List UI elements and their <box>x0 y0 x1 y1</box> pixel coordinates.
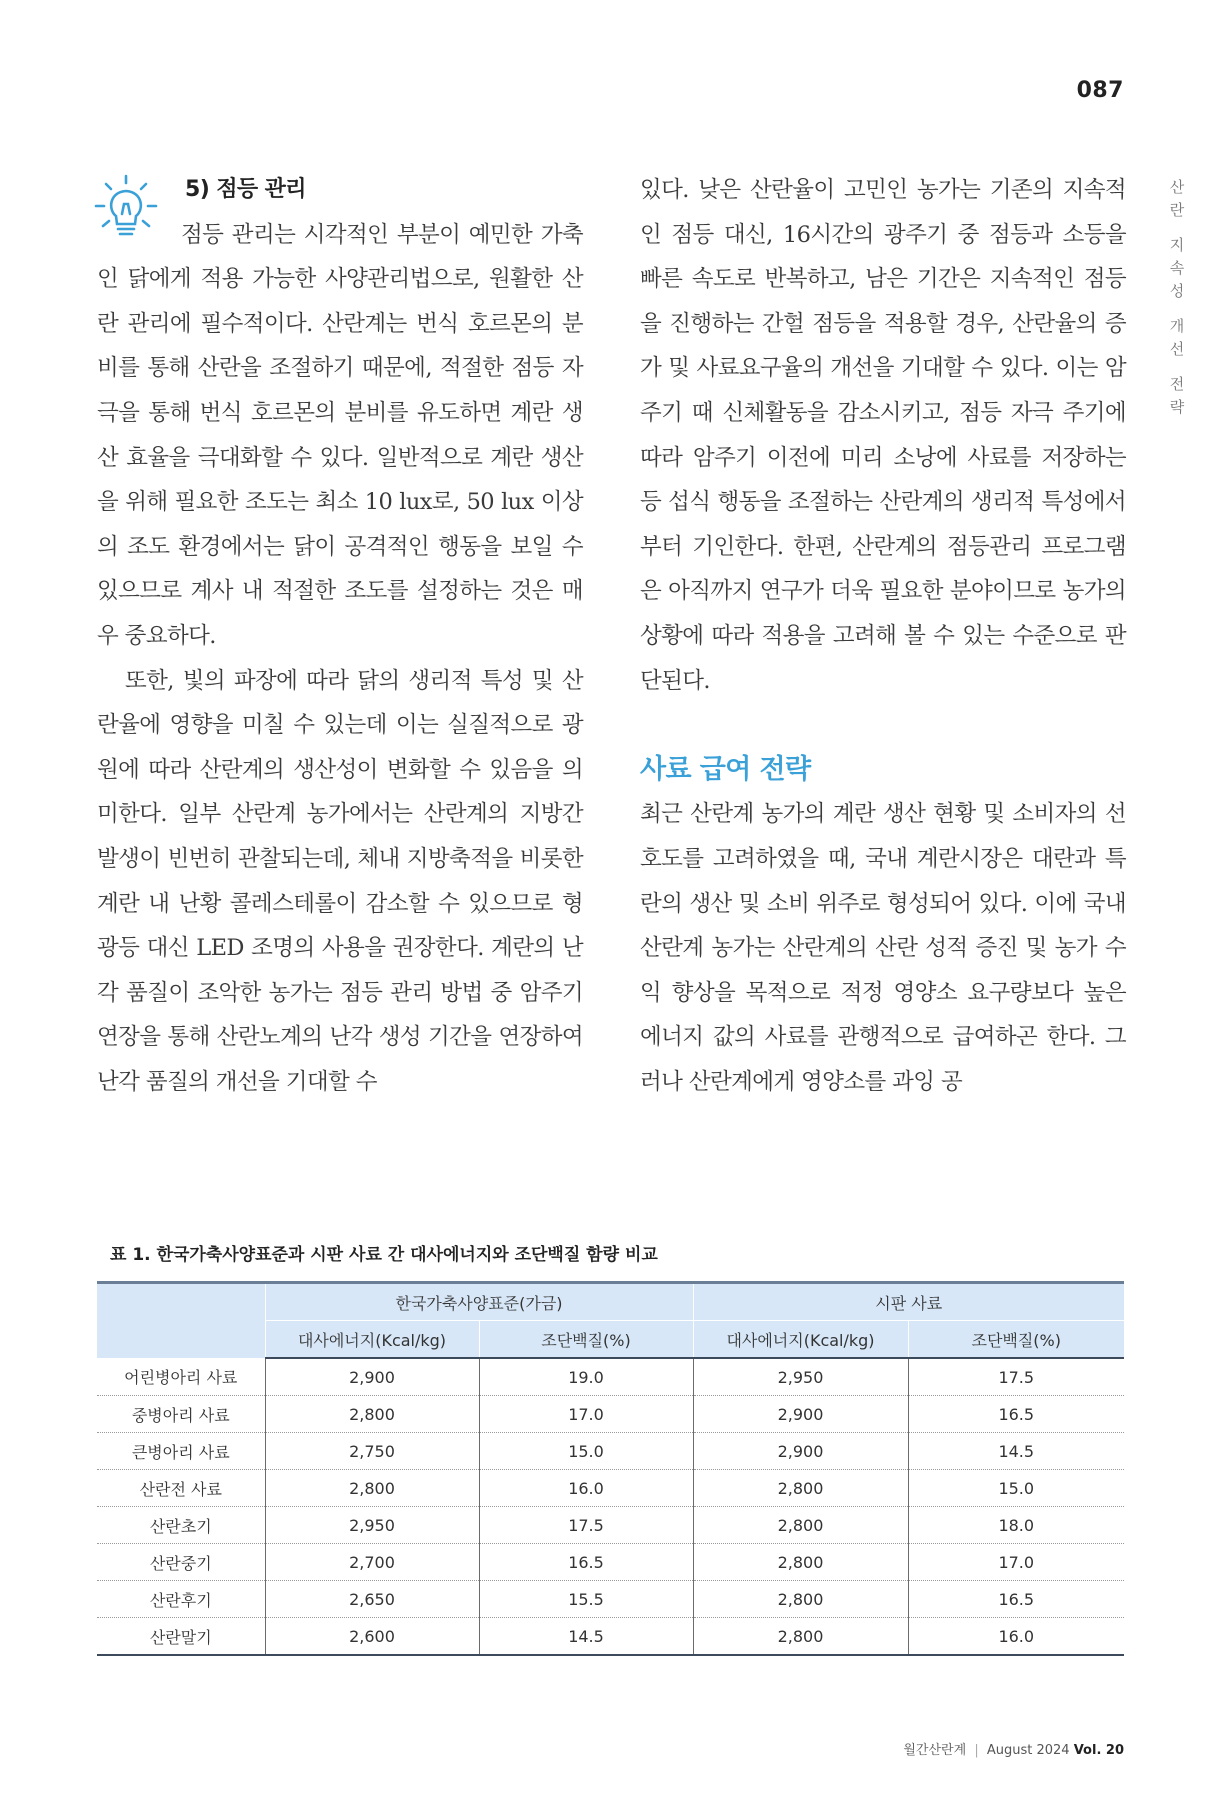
table-cell: 2,950 <box>265 1507 479 1544</box>
table-cell: 15.5 <box>479 1581 693 1618</box>
table-cell: 18.0 <box>908 1507 1124 1544</box>
table-row-label: 산란후기 <box>97 1581 265 1618</box>
side-section-label <box>1163 176 1191 419</box>
table-cell: 16.5 <box>908 1581 1124 1618</box>
table-row-label: 산란전 사료 <box>97 1470 265 1507</box>
table-cell: 2,600 <box>265 1618 479 1656</box>
table-cell: 2,800 <box>265 1470 479 1507</box>
table-cell: 16.5 <box>479 1544 693 1581</box>
side-label-char: 란 <box>1169 201 1185 219</box>
right-column <box>640 168 1126 1104</box>
table-group-header: 한국가축사양표준(가금) <box>265 1283 693 1321</box>
section-heading-feeding: 사료 급여 전략 <box>640 753 811 785</box>
table-cell: 2,900 <box>693 1433 908 1470</box>
table-cell: 14.5 <box>479 1618 693 1656</box>
table-cell: 16.0 <box>479 1470 693 1507</box>
left-column <box>97 168 583 1104</box>
table-row-label: 산란초기 <box>97 1507 265 1544</box>
table-column-header: 조단백질(%) <box>479 1321 693 1359</box>
side-label-char: 략 <box>1169 398 1185 416</box>
side-label-char: 산 <box>1169 178 1185 196</box>
comparison-table <box>97 1281 1124 1656</box>
table-cell: 15.0 <box>479 1433 693 1470</box>
table-group-header: 시판 사료 <box>693 1283 1124 1321</box>
volume-number: Vol. 20 <box>1073 1743 1124 1758</box>
table-cell: 14.5 <box>908 1433 1124 1470</box>
table-cell: 17.0 <box>479 1396 693 1433</box>
table-cell: 2,800 <box>693 1507 908 1544</box>
paragraph: 최근 산란계 농가의 계란 생산 현황 및 소비자의 선호도를 고려하였을 때, 국내 계란시장은 대란과 특란의 생산 및 소비 위주로 형성되어 있다. 이에 국내 산란계 농가는 산란계의 산란 성적 증진 및 농가 수익 향상을 목적으로 적정 영양소 요구량보다 높은 에너지 값의 사료를 관행적으로 급여하곤 한다. 그러나 산란계에게 영양소를 과잉 공 <box>640 801 1126 1095</box>
table-cell: 15.0 <box>908 1470 1124 1507</box>
table-cell: 2,900 <box>265 1358 479 1396</box>
paragraph: 점등 관리는 시각적인 부분이 예민한 가축인 닭에게 적용 가능한 사양관리법으로, 원활한 산란 관리에 필수적이다. 산란계는 번식 호르몬의 분비를 통해 산란을 조절하기 때문에, 적절한 점등 자극을 통해 번식 호르몬의 분비를 유도하면 계란 생산 효율을 극대화할 수 있다. 일반적으로 계란 생산을 위해 필요한 조도는 최소 10 lux로, 50 lux 이상의 조도 환경에서는 닭이 공격적인 행동을 보일 수 있으므로 계사 내 적절한 조도를 설정하는 것은 매우 중요하다. <box>97 221 583 649</box>
table-cell: 19.0 <box>479 1358 693 1396</box>
magazine-name: 월간산란계 <box>903 1743 967 1758</box>
table-cell: 2,800 <box>693 1544 908 1581</box>
table-cell: 17.0 <box>908 1544 1124 1581</box>
table-header-corner <box>97 1283 265 1359</box>
table-cell: 2,700 <box>265 1544 479 1581</box>
table-cell: 2,950 <box>693 1358 908 1396</box>
table-row <box>97 1507 1124 1544</box>
table-cell: 16.0 <box>908 1618 1124 1656</box>
section-heading-lighting: 5) 점등 관리 <box>185 177 306 202</box>
table-column-header: 조단백질(%) <box>908 1321 1124 1359</box>
side-label-char: 성 <box>1169 282 1185 300</box>
table-row <box>97 1544 1124 1581</box>
table-cell: 17.5 <box>479 1507 693 1544</box>
table-cell: 2,800 <box>265 1396 479 1433</box>
side-label-char: 지 <box>1169 236 1185 254</box>
table-row <box>97 1358 1124 1396</box>
paragraph: 있다. 낮은 산란율이 고민인 농가는 기존의 지속적인 점등 대신, 16시간의 광주기 중 점등과 소등을 빠른 속도로 반복하고, 남은 기간은 지속적인 점등을 진행하는 간헐 점등을 적용할 경우, 산란율의 증가 및 사료요구율의 개선을 기대할 수 있다. 이는 암주기 때 신체활동을 감소시키고, 점등 자극 주기에 따라 암주기 이전에 미리 소낭에 사료를 저장하는 등 섭식 행동을 조절하는 산란계의 생리적 특성에서부터 기인한다. 한편, 산란계의 점등관리 프로그램은 아직까지 연구가 더욱 필요한 분야이므로 농가의 상황에 따라 적용을 고려해 볼 수 있는 수준으로 판단된다. <box>640 177 1126 694</box>
table-cell: 17.5 <box>908 1358 1124 1396</box>
table-title: 표 1. 한국가축사양표준과 시판 사료 간 대사에너지와 조단백질 함량 비교 <box>110 1245 658 1265</box>
table-cell: 2,800 <box>693 1581 908 1618</box>
page-number: 087 <box>1076 78 1124 103</box>
footer-separator: | <box>974 1743 979 1758</box>
table-cell: 2,650 <box>265 1581 479 1618</box>
table-row <box>97 1618 1124 1656</box>
table-cell: 2,800 <box>693 1618 908 1656</box>
table-cell: 2,800 <box>693 1470 908 1507</box>
table-row-label: 중병아리 사료 <box>97 1396 265 1433</box>
side-label-char: 전 <box>1169 375 1185 393</box>
table-row-label: 큰병아리 사료 <box>97 1433 265 1470</box>
issue-date: August 2024 <box>986 1743 1070 1758</box>
side-label-char: 개 <box>1169 317 1185 335</box>
table-row-label: 어린병아리 사료 <box>97 1358 265 1396</box>
table-cell: 16.5 <box>908 1396 1124 1433</box>
table-row-label: 산란중기 <box>97 1544 265 1581</box>
table-cell: 2,900 <box>693 1396 908 1433</box>
page-footer <box>903 1739 1124 1758</box>
table-row <box>97 1433 1124 1470</box>
table-row <box>97 1581 1124 1618</box>
table-column-header: 대사에너지(Kcal/kg) <box>693 1321 908 1359</box>
paragraph: 또한, 빛의 파장에 따라 닭의 생리적 특성 및 산란율에 영향을 미칠 수 있는데 이는 실질적으로 광원에 따라 산란계의 생산성이 변화할 수 있음을 의미한다. 일부 산란계 농가에서는 산란계의 지방간 발생이 빈번히 관찰되는데, 체내 지방축적을 비롯한 계란 내 난황 콜레스테롤이 감소할 수 있으므로 형광등 대신 LED 조명의 사용을 권장한다. 계란의 난각 품질이 조악한 농가는 점등 관리 방법 중 암주기 연장을 통해 산란노계의 난각 생성 기간을 연장하여 난각 품질의 개선을 기대할 수 <box>97 667 583 1095</box>
side-label-char: 선 <box>1169 340 1185 358</box>
table-column-header: 대사에너지(Kcal/kg) <box>265 1321 479 1359</box>
side-label-char: 속 <box>1169 259 1185 277</box>
table-row <box>97 1396 1124 1433</box>
table-row-label: 산란말기 <box>97 1618 265 1656</box>
table-row <box>97 1470 1124 1507</box>
table-cell: 2,750 <box>265 1433 479 1470</box>
